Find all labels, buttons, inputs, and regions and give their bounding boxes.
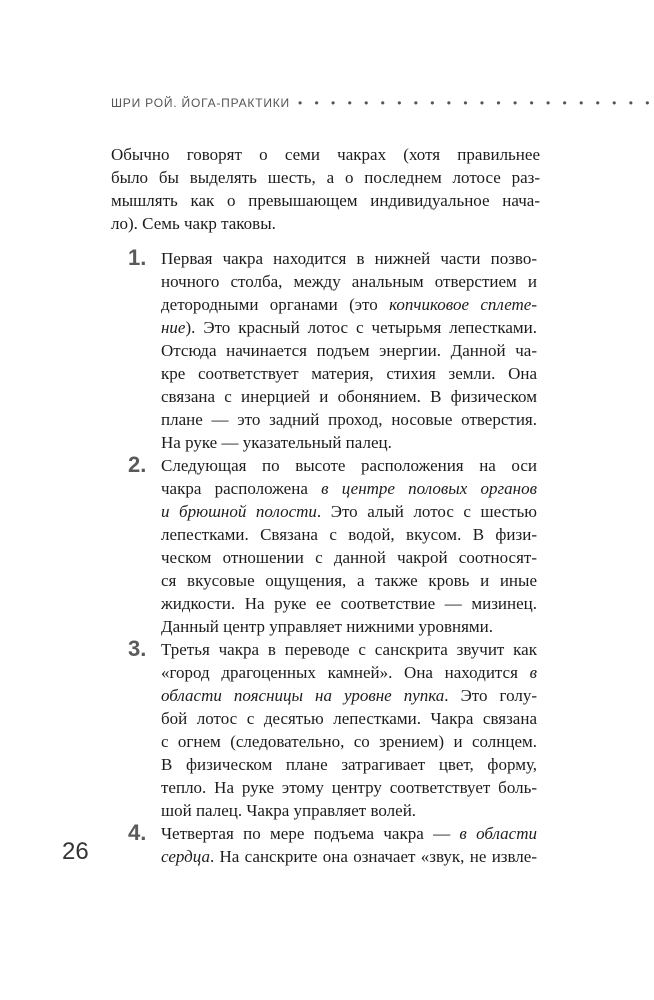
list-item-text — [161, 247, 537, 454]
text-segment: Четвертая по мере подъема чакра — — [161, 824, 460, 843]
text-segment: На руке — указательный палец. — [161, 433, 392, 452]
list-item-line — [161, 799, 537, 822]
list-item-line — [161, 684, 537, 707]
list-item-number: 4. — [128, 820, 147, 845]
text-segment: . Это алый лотос с шестью — [316, 502, 537, 521]
text-segment: бой лотос с десятью лепестками. Чакра связана — [161, 709, 537, 728]
text-segment: ческом отношении с данной чакрой соотносят- — [161, 548, 537, 567]
list-item-line — [161, 776, 537, 799]
chakra-list-item — [128, 454, 548, 638]
running-head-dots: • • • • • • • • • • • • • • • • • • • • • • — [297, 96, 654, 110]
list-item-line — [161, 408, 537, 431]
text-segment: детородными органами (это — [161, 295, 390, 314]
italic-segment: в — [529, 663, 537, 682]
text-segment: Следующая по высоте расположения на оси — [161, 456, 537, 475]
list-item-line — [161, 293, 537, 316]
list-item-line — [161, 707, 537, 730]
text-segment: связана с инерцией и обонянием. В физическом — [161, 387, 537, 406]
italic-segment: сердца — [161, 847, 210, 866]
list-item-text — [161, 822, 537, 868]
list-item-line — [161, 845, 537, 868]
list-item-line — [161, 592, 537, 615]
running-head-title: ШРИ РОЙ. ЙОГА-ПРАКТИКИ — [111, 96, 290, 110]
intro-line: ло). Семь чакр таковы. — [111, 214, 276, 233]
text-segment: ся вкусовые ощущения, а также кровь и иные — [161, 571, 537, 590]
italic-segment: в области — [459, 824, 537, 843]
list-item-text — [161, 454, 537, 638]
list-item-line — [161, 523, 537, 546]
list-item-line — [161, 638, 537, 661]
italic-segment: ние — [161, 318, 186, 337]
list-item-line — [161, 615, 537, 638]
running-head — [111, 96, 654, 114]
list-item-text — [161, 638, 537, 822]
list-item-line — [161, 247, 537, 270]
list-item-number: 2. — [128, 452, 147, 477]
list-item-line — [161, 546, 537, 569]
text-segment: ночного столба, между анальным отверстием и — [161, 272, 537, 291]
list-item-line — [161, 569, 537, 592]
intro-line: мышлять как о превышающем индивидуальное нача- — [111, 191, 540, 210]
italic-segment: копчиковое сплете- — [389, 295, 538, 314]
italic-segment: в центре половых органов — [321, 479, 537, 498]
list-item-line — [161, 822, 537, 845]
chakra-list-item — [128, 638, 548, 822]
list-item-line — [161, 661, 537, 684]
list-item-line — [161, 316, 537, 339]
text-segment: с огнем (следовательно, со зрением) и солнцем. — [161, 732, 537, 751]
text-segment: плане — это задний проход, носовые отверстия. — [161, 410, 537, 429]
list-item-number: 1. — [128, 245, 147, 270]
text-segment: Отсюда начинается подъем энергии. Данной ча- — [161, 341, 537, 360]
page-number: 26 — [62, 838, 89, 865]
text-segment: тепло. На руке этому центру соответствует боль- — [161, 778, 537, 797]
text-segment: лепестками. Связана с водой, вкусом. В физи- — [161, 525, 537, 544]
italic-segment: области поясницы на уровне пупка — [161, 686, 445, 705]
list-item-line — [161, 477, 537, 500]
list-item-line — [161, 362, 537, 385]
text-segment: . На санскрите она означает «звук, не извле- — [209, 847, 537, 866]
text-segment: «город драгоценных камней». Она находится — [161, 663, 530, 682]
intro-line: Обычно говорят о семи чакрах (хотя правильнее — [111, 145, 540, 164]
text-segment: кре соответствует материя, стихия земли. Она — [161, 364, 537, 383]
text-segment: Данный центр управляет нижними уровнями. — [161, 617, 493, 636]
intro-line: было бы выделять шесть, а о последнем лотосе раз- — [111, 168, 540, 187]
text-segment: . Это голу- — [444, 686, 537, 705]
list-item-number: 3. — [128, 636, 147, 661]
list-item-line — [161, 339, 537, 362]
intro-paragraph — [111, 143, 540, 235]
text-segment: чакра расположена — [161, 479, 322, 498]
list-item-line — [161, 454, 537, 477]
list-item-line — [161, 270, 537, 293]
list-item-line — [161, 730, 537, 753]
text-segment: жидкости. На руке ее соответствие — мизинец. — [161, 594, 537, 613]
text-segment: Первая чакра находится в нижней части позво- — [161, 249, 537, 268]
text-segment: ). Это красный лотос с четырьмя лепестками. — [185, 318, 537, 337]
italic-segment: и брюшной полости — [161, 502, 317, 521]
chakra-list — [128, 247, 548, 868]
text-segment: шой палец. Чакра управляет волей. — [161, 801, 417, 820]
chakra-list-item — [128, 822, 548, 868]
list-item-line — [161, 385, 537, 408]
list-item-line — [161, 753, 537, 776]
text-segment: Третья чакра в переводе с санскрита звучит как — [161, 640, 537, 659]
chakra-list-item — [128, 247, 548, 454]
text-segment: В физическом плане затрагивает цвет, форму, — [161, 755, 537, 774]
list-item-line — [161, 500, 537, 523]
list-item-line — [161, 431, 537, 454]
